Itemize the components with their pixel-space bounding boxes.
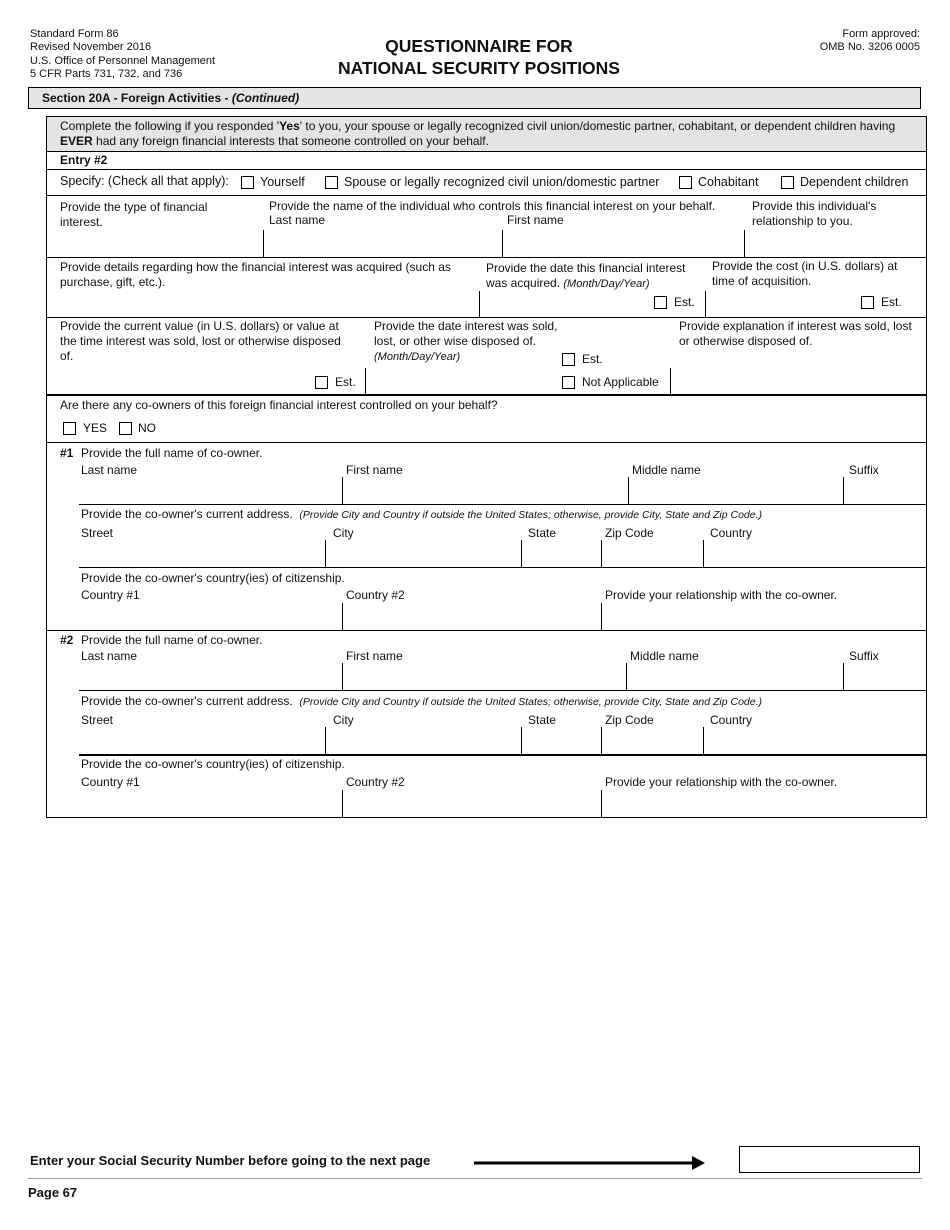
controller-last-name-input[interactable] (264, 230, 501, 256)
form-line: 5 CFR Parts 731, 732, and 736 (30, 67, 183, 80)
cohabitant-label: Cohabitant (698, 175, 759, 189)
coowner-1-middle-name-label: Middle name (632, 463, 701, 477)
coowner-2-zip-input[interactable] (602, 728, 702, 753)
acquisition-details-input[interactable] (48, 292, 478, 316)
omb-number: OMB No. 3206 0005 (819, 41, 920, 54)
dependent-children-checkbox[interactable] (781, 176, 794, 189)
controller-first-name-label: First name (507, 213, 564, 227)
coowner-1-citizenship-label: Provide the co-owner's country(ies) of citizenship. (81, 571, 345, 585)
page-title (300, 35, 658, 79)
acquisition-cost-est-label: Est. (881, 295, 902, 309)
spouse-checkbox[interactable] (325, 176, 338, 189)
acquisition-date-label: Provide the date this financial interest was acquired. (Month/Day/Year) (486, 261, 686, 290)
disposal-explanation-label: Provide explanation if interest was sold, lost or otherwise disposed of. (679, 319, 912, 348)
coowner-1-last-name-label: Last name (81, 463, 138, 477)
cohabitant-checkbox[interactable] (679, 176, 692, 189)
coowner-2-suffix-label: Suffix (849, 649, 879, 663)
current-value-est-label: Est. (335, 375, 356, 389)
section-title (42, 91, 299, 106)
disposal-explanation-input[interactable] (671, 370, 925, 393)
coowner-1-country-label: Country (710, 526, 753, 540)
coowner-yes-label: YES (83, 421, 108, 435)
coowner-2-last-name-label: Last name (81, 649, 138, 663)
form-line: Standard Form 86 (30, 28, 119, 40)
coowner-2-country2-label: Country #2 (346, 775, 405, 789)
controller-last-name-label: Last name (269, 213, 326, 227)
acquisition-date-input[interactable] (480, 292, 650, 316)
coowner-1-country1-label: Country #1 (81, 588, 140, 602)
date-disposed-est-label: Est. (582, 352, 603, 366)
type-of-interest-input[interactable] (48, 230, 262, 256)
omb-approval (820, 28, 920, 55)
coowner-1-state-input[interactable] (522, 541, 600, 566)
form-line: U.S. Office of Personnel Management (30, 54, 216, 67)
coowner-1-last-name-input[interactable] (79, 478, 341, 503)
coowner-2-full-name-label: Provide the full name of co-owner. (81, 633, 263, 647)
coowner-1-full-name-label: Provide the full name of co-owner. (81, 446, 263, 460)
approved-label: Form approved: (842, 28, 920, 40)
ssn-prompt: Enter your Social Security Number before going to the next page (30, 1153, 431, 1168)
current-value-label: Provide the current value (in U.S. dollars) or value at the time interest was sold, lost or otherwise disposed of. (60, 319, 341, 363)
instruction-text: Complete the following if you responded 'Yes' to you, your spouse or legally recognized civil union/domestic partner, cohabitant, or dependent children having EVER had any foreign financial interests that someone controlled on your behalf. (60, 119, 896, 148)
coowner-2-street-input[interactable] (79, 728, 324, 753)
coowner-1-relationship-input[interactable] (602, 604, 925, 629)
form-line: Revised November 2016 (30, 41, 152, 54)
coowner-1-city-label: City (333, 526, 354, 540)
form-identification (30, 28, 215, 81)
coowner-2-middle-name-label: Middle name (630, 649, 699, 663)
coowner-1-country2-label: Country #2 (346, 588, 405, 602)
coowner-1-first-name-input[interactable] (343, 478, 627, 503)
current-value-est-checkbox[interactable] (315, 376, 328, 389)
coowner-2-street-label: Street (81, 713, 114, 727)
page-number: Page 67 (28, 1185, 78, 1200)
coowner-2-middle-name-input[interactable] (627, 664, 842, 689)
coowner-1-country-input[interactable] (704, 541, 925, 566)
coowner-2-citizenship-label: Provide the co-owner's country(ies) of citizenship. (81, 757, 345, 771)
acquisition-date-est-label: Est. (674, 295, 695, 309)
yourself-label: Yourself (260, 175, 305, 189)
coowner-1-first-name-label: First name (346, 463, 403, 477)
coowner-2-address-label: Provide the co-owner's current address. (Provide City and Country if outside the United States; otherwise, provide City, State and Zip Code.) (81, 694, 763, 708)
coowner-1-country2-input[interactable] (343, 604, 600, 629)
coowner-1-suffix-input[interactable] (844, 478, 925, 503)
title-line-2: NATIONAL SECURITY POSITIONS (338, 58, 620, 78)
current-value-input[interactable] (48, 370, 310, 393)
acquisition-cost-input[interactable] (706, 292, 856, 316)
coowner-2-state-label: State (528, 713, 557, 727)
coowner-no-label: NO (138, 421, 156, 435)
coowner-2-first-name-input[interactable] (343, 664, 625, 689)
date-disposed-label: Provide the date interest was sold, lost, or other wise disposed of. (Month/Day/Year) (374, 319, 558, 363)
coowner-yes-checkbox[interactable] (63, 422, 76, 435)
coowner-2-state-input[interactable] (522, 728, 600, 753)
coowner-1-state-label: State (528, 526, 557, 540)
coowner-2-relationship-label: Provide your relationship with the co-owner. (605, 775, 838, 789)
coowner-2-last-name-input[interactable] (79, 664, 341, 689)
arrow-right-icon (474, 1154, 706, 1172)
coowner-2-country2-input[interactable] (343, 791, 600, 816)
acquisition-cost-label: Provide the cost (in U.S. dollars) at time of acquisition. (712, 259, 898, 288)
not-applicable-checkbox[interactable] (562, 376, 575, 389)
coowner-1-middle-name-input[interactable] (629, 478, 842, 503)
controller-name-label: Provide the name of the individual who controls this financial interest on your behalf. (269, 199, 716, 213)
coowner-2-number: #2 (60, 633, 74, 647)
dependent-children-label: Dependent children (800, 175, 909, 189)
coowner-2-country1-label: Country #1 (81, 775, 140, 789)
controller-first-name-input[interactable] (503, 230, 743, 256)
title-line-1: QUESTIONNAIRE FOR (385, 36, 573, 56)
type-of-interest-label: Provide the type of financial interest. (60, 200, 208, 229)
controller-relationship-input[interactable] (745, 230, 925, 256)
spouse-label: Spouse or legally recognized civil union/domestic partner (344, 175, 660, 189)
coowner-2-city-label: City (333, 713, 354, 727)
coowner-question: Are there any co-owners of this foreign financial interest controlled on your behalf? (60, 398, 498, 412)
coowner-2-relationship-input[interactable] (602, 791, 925, 816)
acquisition-details-label: Provide details regarding how the financial interest was acquired (such as purchase, gift, etc.). (60, 260, 451, 289)
entry-label: Entry #2 (60, 153, 108, 167)
ssn-input[interactable] (739, 1146, 920, 1173)
coowner-1-number: #1 (60, 446, 74, 460)
yourself-checkbox[interactable] (241, 176, 254, 189)
coowner-no-checkbox[interactable] (119, 422, 132, 435)
coowner-1-relationship-label: Provide your relationship with the co-owner. (605, 588, 838, 602)
coowner-1-country1-input[interactable] (79, 604, 341, 629)
coowner-1-city-input[interactable] (326, 541, 520, 566)
coowner-1-suffix-label: Suffix (849, 463, 879, 477)
specify-label: Specify: (Check all that apply): (60, 174, 229, 188)
acquisition-date-est-checkbox[interactable] (654, 296, 667, 309)
section-continued: (Continued) (231, 91, 300, 105)
coowner-1-zip-input[interactable] (602, 541, 702, 566)
controller-relationship-label: Provide this individual's relationship to you. (752, 199, 877, 228)
coowner-2-country-label: Country (710, 713, 753, 727)
date-disposed-est-checkbox[interactable] (562, 353, 575, 366)
coowner-2-first-name-label: First name (346, 649, 403, 663)
coowner-2-city-input[interactable] (326, 728, 520, 753)
coowner-1-address-label: Provide the co-owner's current address. (Provide City and Country if outside the United States; otherwise, provide City, State and Zip Code.) (81, 507, 763, 521)
coowner-2-suffix-input[interactable] (844, 664, 925, 689)
coowner-1-zip-label: Zip Code (605, 526, 654, 540)
not-applicable-label: Not Applicable (582, 375, 659, 389)
acquisition-cost-est-checkbox[interactable] (861, 296, 874, 309)
coowner-2-country-input[interactable] (704, 728, 925, 753)
coowner-2-zip-label: Zip Code (605, 713, 654, 727)
coowner-2-country1-input[interactable] (79, 791, 341, 816)
coowner-1-street-label: Street (81, 526, 114, 540)
date-disposed-input[interactable] (366, 370, 558, 393)
coowner-1-street-input[interactable] (79, 541, 324, 566)
section-title-text: Section 20A - Foreign Activities - (42, 91, 232, 105)
